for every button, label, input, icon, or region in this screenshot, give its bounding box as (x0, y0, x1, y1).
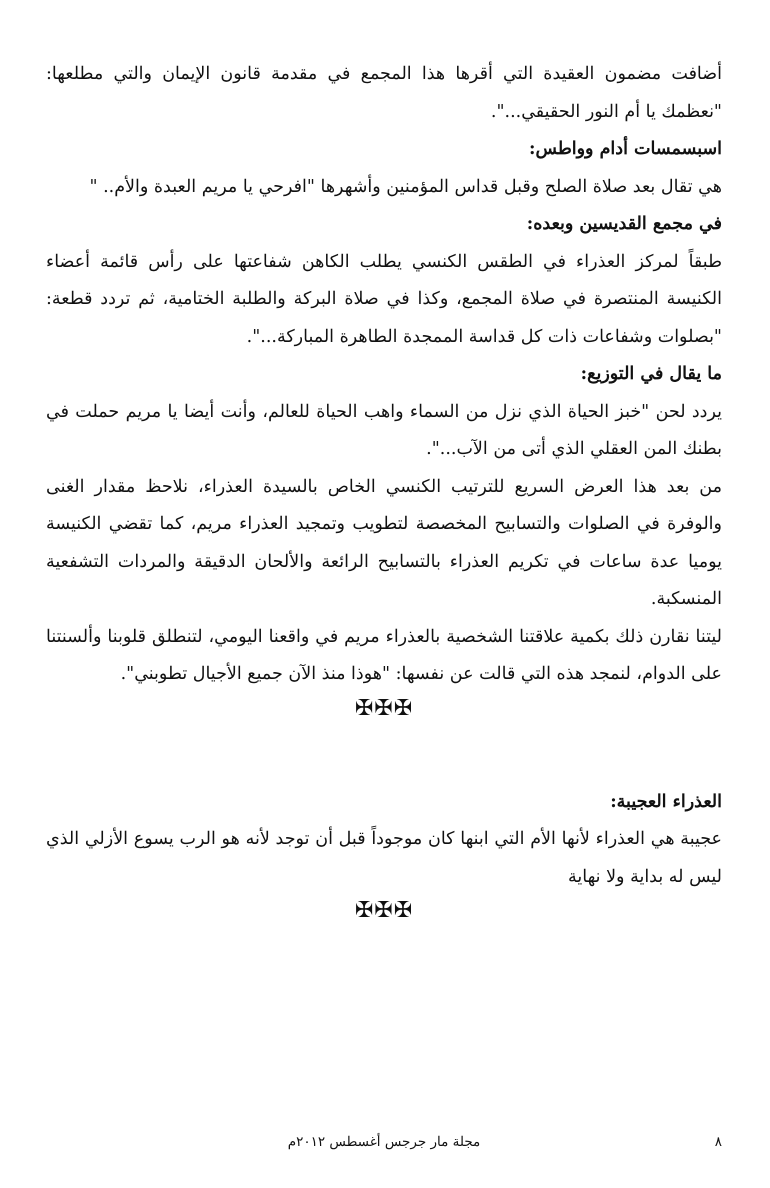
paragraph-commemoration: طبقاً لمركز العذراء في الطقس الكنسي يطلب الكاهن شفاعتها على رأس قائمة أعضاء الكنيسة المنتصرة في صلاة المجمع، وكذا في صلاة البركة والطلبة الختامية، ثم تردد قطعة: "بصلوات وشفاعات ذات كل قداسة الممجدة الطاهرة المباركة...". (46, 251, 722, 347)
crosses-divider-icon: ✠✠✠ (354, 898, 414, 923)
page-body (46, 56, 722, 926)
paragraph-council-creed: أضافت مضمون العقيدة التي أقرها هذا المجمع في مقدمة قانون الإيمان والتي مطلعها: "نعظمك يا أم النور الحقيقي...". (46, 64, 722, 122)
paragraph-wonderful-virgin: عجيبة هي العذراء لأنها الأم التي ابنها كان موجوداً قبل أن توجد لأنه هو الرب يسوع الأزلي الذي ليس له بداية ولا نهاية (46, 829, 722, 887)
crosses-divider-icon: ✠✠✠ (354, 695, 414, 721)
paragraph-distribution: يردد لحن "خبز الحياة الذي نزل من السماء واهب الحياة للعالم، وأنت أيضا يا مريم حملت في بطنك المن العقلي الذي أتى من الآب...". (46, 401, 722, 459)
heading-distribution: ما يقال في التوزيع: (580, 364, 722, 384)
heading-aspasmos: اسبسمسات أدام وواطس: (529, 139, 722, 159)
page-footer (46, 1130, 722, 1154)
journal-issue: مجلة مار جرجس أغسطس ٢٠١٢م (287, 1134, 481, 1150)
page-number: ٨ (714, 1134, 722, 1150)
paragraph-reflection: ليتنا نقارن ذلك بكمية علاقتنا الشخصية بالعذراء مريم في واقعنا اليومي، لتنطلق قلوبنا وألسنتنا على الدوام، لنمجد هذه التي قالت عن نفسها: "هوذا منذ الآن جميع الأجيال تطوبني". (46, 626, 722, 684)
paragraph-aspasmos: هي تقال بعد صلاة الصلح وقبل قداس المؤمنين وأشهرها "افرحي يا مريم العبدة والأم.. " (89, 176, 722, 197)
heading-wonderful-virgin: العذراء العجيبة: (610, 791, 722, 812)
paragraph-summary: من بعد هذا العرض السريع للترتيب الكنسي الخاص بالسيدة العذراء، نلاحظ مقدار الغنى والوفرة في الصلوات والتسابيح المخصصة لتطويب وتمجيد العذراء مريم، كما تقضي الكنيسة يوميا عدة ساعات في تكريم العذراء بالتسابيح الرائعة والألحان الدقيقة والمردات التشفعية المنسكبة. (46, 476, 722, 609)
heading-commemoration: في مجمع القديسين وبعده: (526, 214, 722, 234)
